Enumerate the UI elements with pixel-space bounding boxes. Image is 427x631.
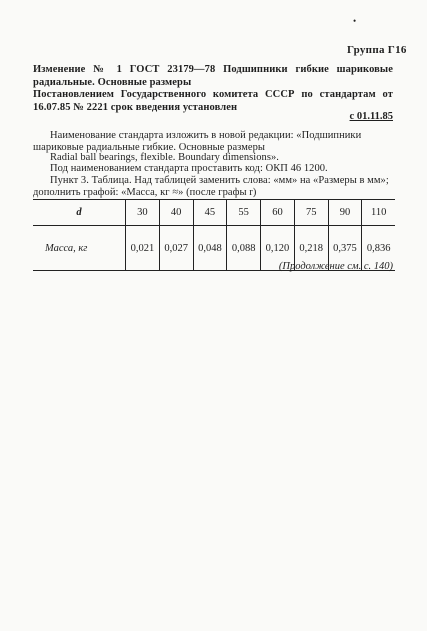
table-header-row — [33, 200, 395, 226]
page-mark: • — [353, 16, 357, 26]
effective-date: с 01.11.85 — [349, 111, 393, 122]
table-cell: 0,120 — [261, 226, 295, 271]
table-header-cell: 110 — [362, 200, 395, 226]
paragraph-table-change: Пункт 3. Таблица. Над таблицей заменить слова: «мм» на «Размеры в мм»; дополнить графой: «Масса, кг ≈» (после графы r) — [33, 175, 389, 198]
table-header-cell: 55 — [227, 200, 261, 226]
table-header-cell: d — [33, 200, 126, 226]
paragraph-okp-code: Под наименованием стандарта проставить код: ОКП 46 1200. — [50, 163, 328, 174]
continuation-note: (Продолжение см. с. 140) — [278, 261, 393, 272]
amendment-title: Изменение № 1 ГОСТ 23179—78 Подшипники гибкие шариковые радиальные. Основные размеры — [33, 64, 393, 88]
table-header-cell: 40 — [159, 200, 193, 226]
table-cell: 0,048 — [193, 226, 227, 271]
table-header-cell: 90 — [328, 200, 362, 226]
table-header-cell: 75 — [294, 200, 328, 226]
paragraph-english-title: Radial ball bearings, flexible. Boundary dimensions». — [50, 152, 279, 163]
decree-text: Постановлением Государственного комитета СССР по стандартам от 16.07.85 № 2221 срок введения установлен — [33, 89, 393, 113]
table-cell: 0,088 — [227, 226, 261, 271]
table-cell: 0,218 — [294, 226, 328, 271]
group-code: Группа Г16 — [347, 44, 407, 56]
table-cell: 0,375 — [328, 226, 362, 271]
table-header-cell: 45 — [193, 200, 227, 226]
table-cell: 0,027 — [159, 226, 193, 271]
paragraph-title-change: Наименование стандарта изложить в новой редакции: «Подшипники шариковые радиальные гибкие. Основные размеры — [33, 130, 362, 153]
table-cell: Масса, кг — [33, 226, 126, 271]
table-header-cell: 60 — [261, 200, 295, 226]
table-header-cell: 30 — [126, 200, 160, 226]
table-cell: 0,021 — [126, 226, 160, 271]
table-cell: 0,836 — [362, 226, 395, 271]
